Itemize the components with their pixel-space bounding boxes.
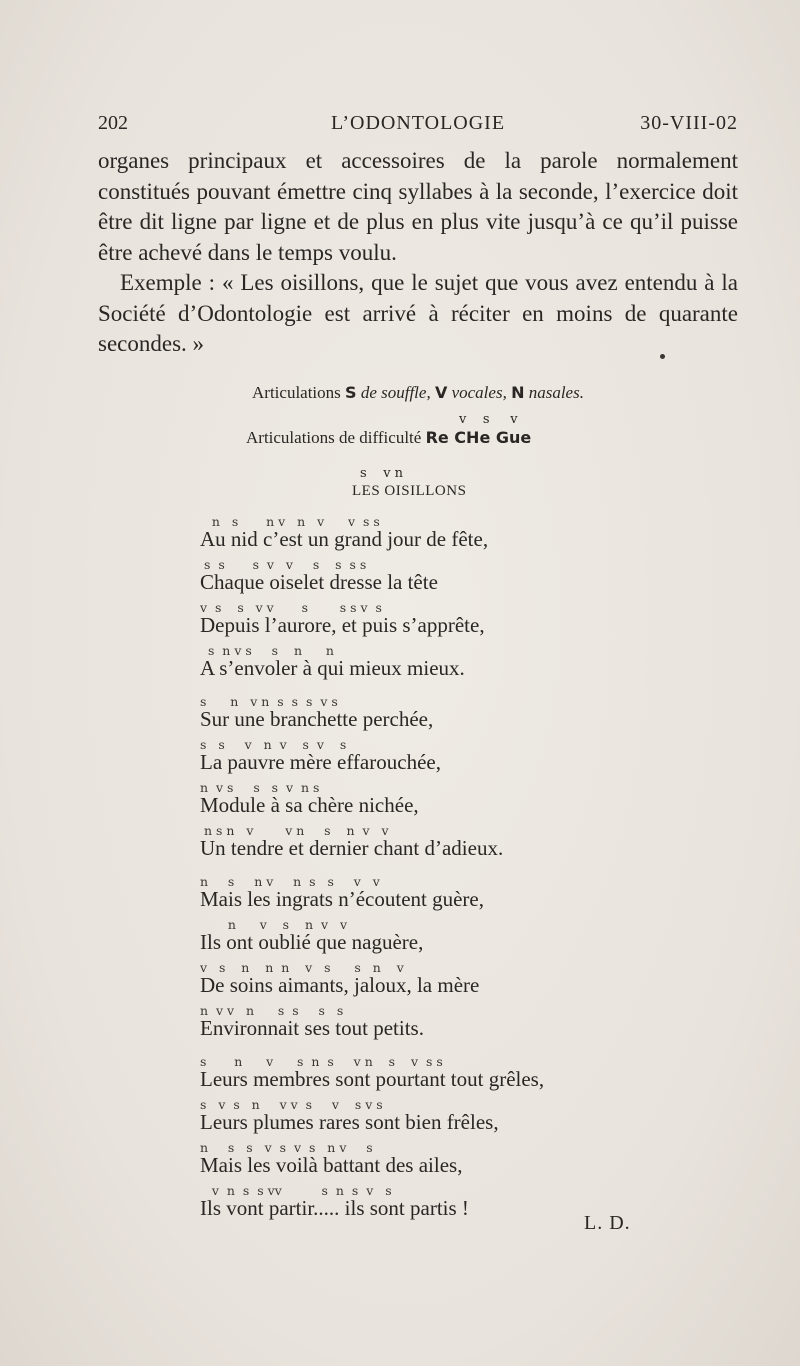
articulation-marks: n v v n s s s s	[200, 1003, 344, 1018]
verse-text: Mais les voilà battant des ailes,	[200, 1153, 463, 1177]
articulation-legend	[98, 383, 738, 403]
verse-line	[200, 557, 640, 600]
stanza-1	[200, 514, 640, 686]
articulation-marks: s n v s s n n	[200, 643, 334, 658]
verse-text: Ils ont oublié que naguère,	[200, 930, 424, 954]
verse-text: La pauvre mère effarouchée,	[200, 750, 441, 774]
articulation-marks: s s s v v s s s s	[200, 557, 367, 572]
journal-title: L’ODONTOLOGIE	[330, 112, 506, 134]
stanza-4	[200, 1054, 640, 1226]
articulation-marks: v s n n n v s s n v	[200, 960, 404, 975]
verse-text: Leurs plumes rares sont bien frêles,	[200, 1110, 499, 1134]
verse-text: Sur une branchette perchée,	[200, 707, 434, 731]
articulation-marks: n s s v s v s n v s	[200, 1140, 373, 1155]
poem-title: LES OISILLONS	[352, 483, 467, 499]
verse-line	[200, 1140, 640, 1183]
stanza-3	[200, 874, 640, 1046]
verse-line	[200, 1183, 640, 1226]
verse-text: Au nid c’est un grand jour de fête,	[200, 527, 489, 551]
body-text	[98, 146, 738, 360]
articulation-marks: s v s n v v s v s v s	[200, 1097, 383, 1112]
articulation-marks: n s n v n v v s s	[200, 514, 380, 529]
difficulty-prefix: Articulations de difficulté	[246, 428, 422, 447]
verse-text: Depuis l’aurore, et puis s’apprête,	[200, 613, 485, 637]
page-header	[98, 112, 738, 140]
legend-v-desc: vocales,	[451, 383, 507, 402]
verse-text: Environnait ses tout petits.	[200, 1016, 424, 1040]
difficulty-marks: v s v	[459, 412, 518, 427]
legend-s-desc: de souffle,	[360, 383, 431, 402]
poem-title-marks: s v n	[360, 466, 404, 481]
articulation-marks: s n v n s s s v s	[200, 694, 338, 709]
issue-date: 30-VIII-02	[640, 112, 738, 134]
stanza-2	[200, 694, 640, 866]
paragraph-continuation: organes principaux et accessoires de la parole normalement constitués pouvant émettre cinq syllabes à la seconde, l’exercice doit être dit ligne par ligne et de plus en plus vite jusqu’à ce qu’il puisse être achevé dans le temps voulu.	[98, 148, 738, 265]
verse-line	[200, 917, 640, 960]
articulation-marks: s n v s n s v n s v s s	[200, 1054, 443, 1069]
verse-line	[200, 780, 640, 823]
articulation-marks: n v s n v v	[200, 917, 348, 932]
ink-speck	[660, 354, 665, 359]
articulation-marks: s s v n v s v s	[200, 737, 347, 752]
legend-n-desc: nasales.	[528, 383, 584, 402]
legend-n: N	[511, 383, 525, 402]
verse-line	[200, 514, 640, 557]
verse-line	[200, 694, 640, 737]
articulation-marks: n s n v v n s n v v	[200, 823, 389, 838]
verse-text: De soins aimants, jaloux, la mère	[200, 973, 480, 997]
legend-prefix: Articulations	[252, 383, 341, 402]
verse-line	[200, 1097, 640, 1140]
articulation-marks: v s s v v s s s v s	[200, 600, 382, 615]
articulation-marks: n s n v n s s v v	[200, 874, 380, 889]
verse-line	[200, 643, 640, 686]
legend-v: V	[434, 383, 448, 402]
verse-line	[200, 600, 640, 643]
verse-line	[200, 823, 640, 866]
page-number: 202	[98, 112, 128, 134]
verse-line	[200, 1003, 640, 1046]
verse-line	[200, 960, 640, 1003]
poem-body	[200, 514, 640, 1220]
verse-text: Leurs membres sont pourtant tout grêles,	[200, 1067, 545, 1091]
author-signature: L. D.	[584, 1212, 631, 1234]
paragraph-example: Exemple : « Les oisillons, que le sujet que vous avez entendu à la Société d’Odontologie est arrivé à réciter en moins de quarante secondes. »	[98, 270, 738, 356]
difficulty-sounds: Re CHe Gue	[425, 428, 532, 447]
verse-text: Module à sa chère nichée,	[200, 793, 419, 817]
verse-line	[200, 874, 640, 917]
verse-line	[200, 737, 640, 780]
verse-line	[200, 1054, 640, 1097]
verse-text: Ils vont partir..... ils sont partis !	[200, 1196, 469, 1220]
verse-text: Chaque oiselet dresse la tête	[200, 570, 438, 594]
verse-text: A s’envoler à qui mieux mieux.	[200, 656, 465, 680]
verse-text: Un tendre et dernier chant d’adieux.	[200, 836, 504, 860]
difficulty-line	[246, 428, 531, 448]
articulation-marks: v n s s vv s n s v s	[200, 1183, 392, 1198]
verse-text: Mais les ingrats n’écoutent guère,	[200, 887, 484, 911]
articulation-marks: n v s s s v n s	[200, 780, 320, 795]
legend-s: S	[345, 383, 357, 402]
